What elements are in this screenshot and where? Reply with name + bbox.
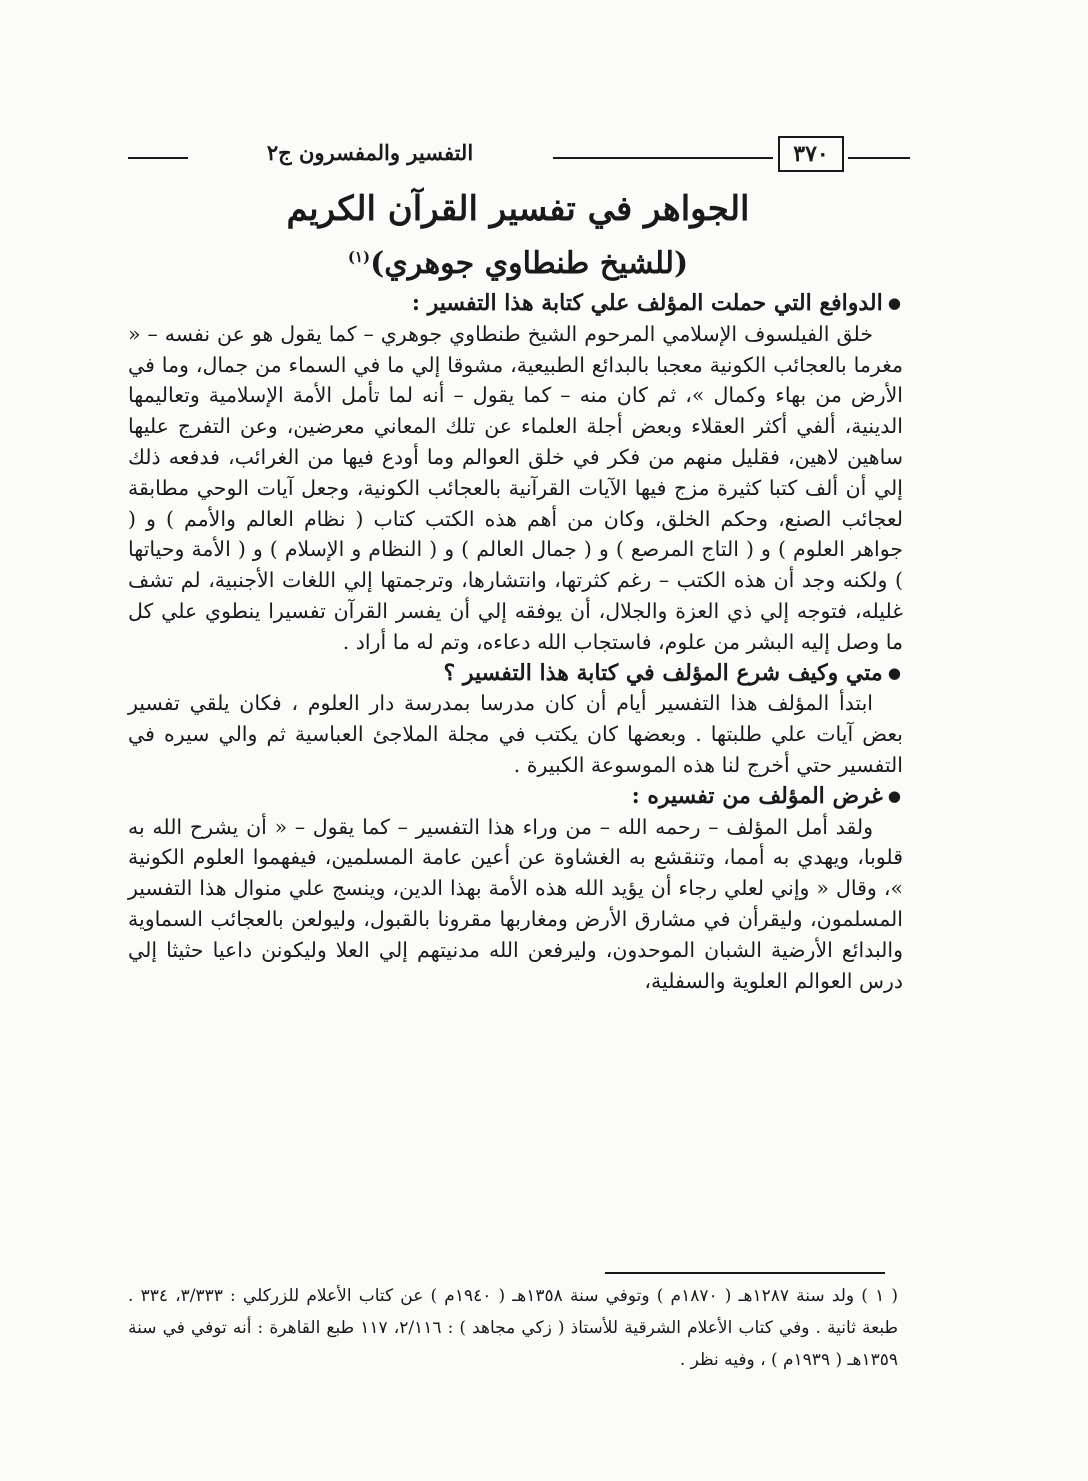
- footnote: ( ١ ) ولد سنة ١٢٨٧هـ ( ١٨٧٠م ) وتوفي سنة ١٣٥٨هـ ( ١٩٤٠م ) عن كتاب الأعلام للزركلي : ٣/٣٣٣، ٣٣٤ . طبعة ثانية . وفي كتاب الأعلام الشرقية للأستاذ ( زكي مجاهد ) : ٢/١١٦، ١١٧ طبع القاهرة : أنه توفي في سنة ١٣٥٩هـ ( ١٩٣٩م ) ، وفيه نظر .: [128, 1286, 899, 1370]
- subtitle-text: (للشيخ طنطاوي جوهري): [370, 246, 689, 281]
- section-paragraph-start: ابتدأ المؤلف هذا التفسير أيام أن كان مدرسا بمدرسة دار العلوم ، فكان يلقي تفسير بعض آيات علي طلبتها . وبعضها كان يكتب في مجلة الملاجئ العباسية ثم والي سيره في التفسير حتي أخرج لنا هذه الموسوعة الكبيرة .: [128, 691, 903, 777]
- section-heading-start: ● متي وكيف شرع المؤلف في كتابة هذا التفسير ؟: [128, 658, 903, 689]
- running-header: [128, 136, 908, 176]
- header-rule-left: [128, 157, 188, 159]
- footnote-marker: (١): [347, 248, 371, 266]
- body-text: [128, 288, 903, 996]
- section-paragraph-purpose: ولقد أمل المؤلف – رحمه الله – من وراء هذا التفسير – كما يقول – « أن يشرح الله به قلوبا، ويهدي به أمما، وتنقشع به الغشاوة عن أعين عامة المسلمين، فيفهموا العلوم الكونية »، وقال « وإني لعلي رجاء أن يؤيد الله هذه الأمة بهذا الدين، وينسج علي منوال هذا التفسير المسلمون، وليقرأن في مشارق الأرض ومغاربها مقرونا بالقبول، وليولعن بالعجائب السماوية والبدائع الأرضية الشبان الموحدون، وليرفعن الله مدنيتهم إلي العلا وليكونن داعيا حثيثا إلي درس العوالم العلوية والسفلية،: [128, 814, 903, 993]
- page-number: ٣٧٠: [778, 136, 844, 172]
- page-subtitle: [128, 234, 908, 287]
- section-heading-purpose: ● غرض المؤلف من تفسيره :: [128, 781, 903, 812]
- header-rule-right: [848, 157, 910, 159]
- section-paragraph-motives: خلق الفيلسوف الإسلامي المرحوم الشيخ طنطاوي جوهري – كما يقول هو عن نفسه – « مغرما بالعجائب الكونية معجبا بالبدائع الطبيعية، مشوقا إلي ما في السماء من جمال، وما في الأرض من بهاء وكمال »، ثم كان منه – كما يقول – أنه لما تأمل الأمة الإسلامية وتعاليمها الدينية، ألفي أكثر العقلاء وبعض أجلة العلماء عن تلك المعاني معرضين، وعن التفرج عليها ساهين لاهين، فقليل منهم من فكر في خلق العوالم وما أودع فيها من الغرائب، فدفعه ذلك إلي أن ألف كتبا كثيرة مزج فيها الآيات القرآنية بالعجائب الكونية، وجعل آيات الوحي مطابقة لعجائب الصنع، وحكم الخلق، وكان من أهم هذه الكتب كتاب ( نظام العالم والأمم ) و ( جواهر العلوم ) و ( التاج المرصع ) و ( جمال العالم ) و ( النظام و الإسلام ) و ( الأمة وحياتها ) ولكنه وجد أن هذه الكتب – رغم كثرتها، وانتشارها، وترجمتها إلي اللغات الأجنبية، لم تشف غليله، فتوجه إلي ذي العزة والجلال، أن يوفقه إلي أن يفسر القرآن تفسيرا ينطوي علي كل ما وصل إليه البشر من علوم، فاستجاب الله دعاءه، وتم له ما أراد .: [128, 321, 903, 654]
- section-heading-motives: ● الدوافع التي حملت المؤلف علي كتابة هذا التفسير :: [128, 288, 903, 319]
- footnote-divider: [605, 1272, 885, 1274]
- header-rule-middle: [553, 157, 773, 159]
- page-title: الجواهر في تفسير القرآن الكريم: [286, 189, 750, 229]
- running-title: التفسير والمفسرون ج٢: [266, 140, 474, 165]
